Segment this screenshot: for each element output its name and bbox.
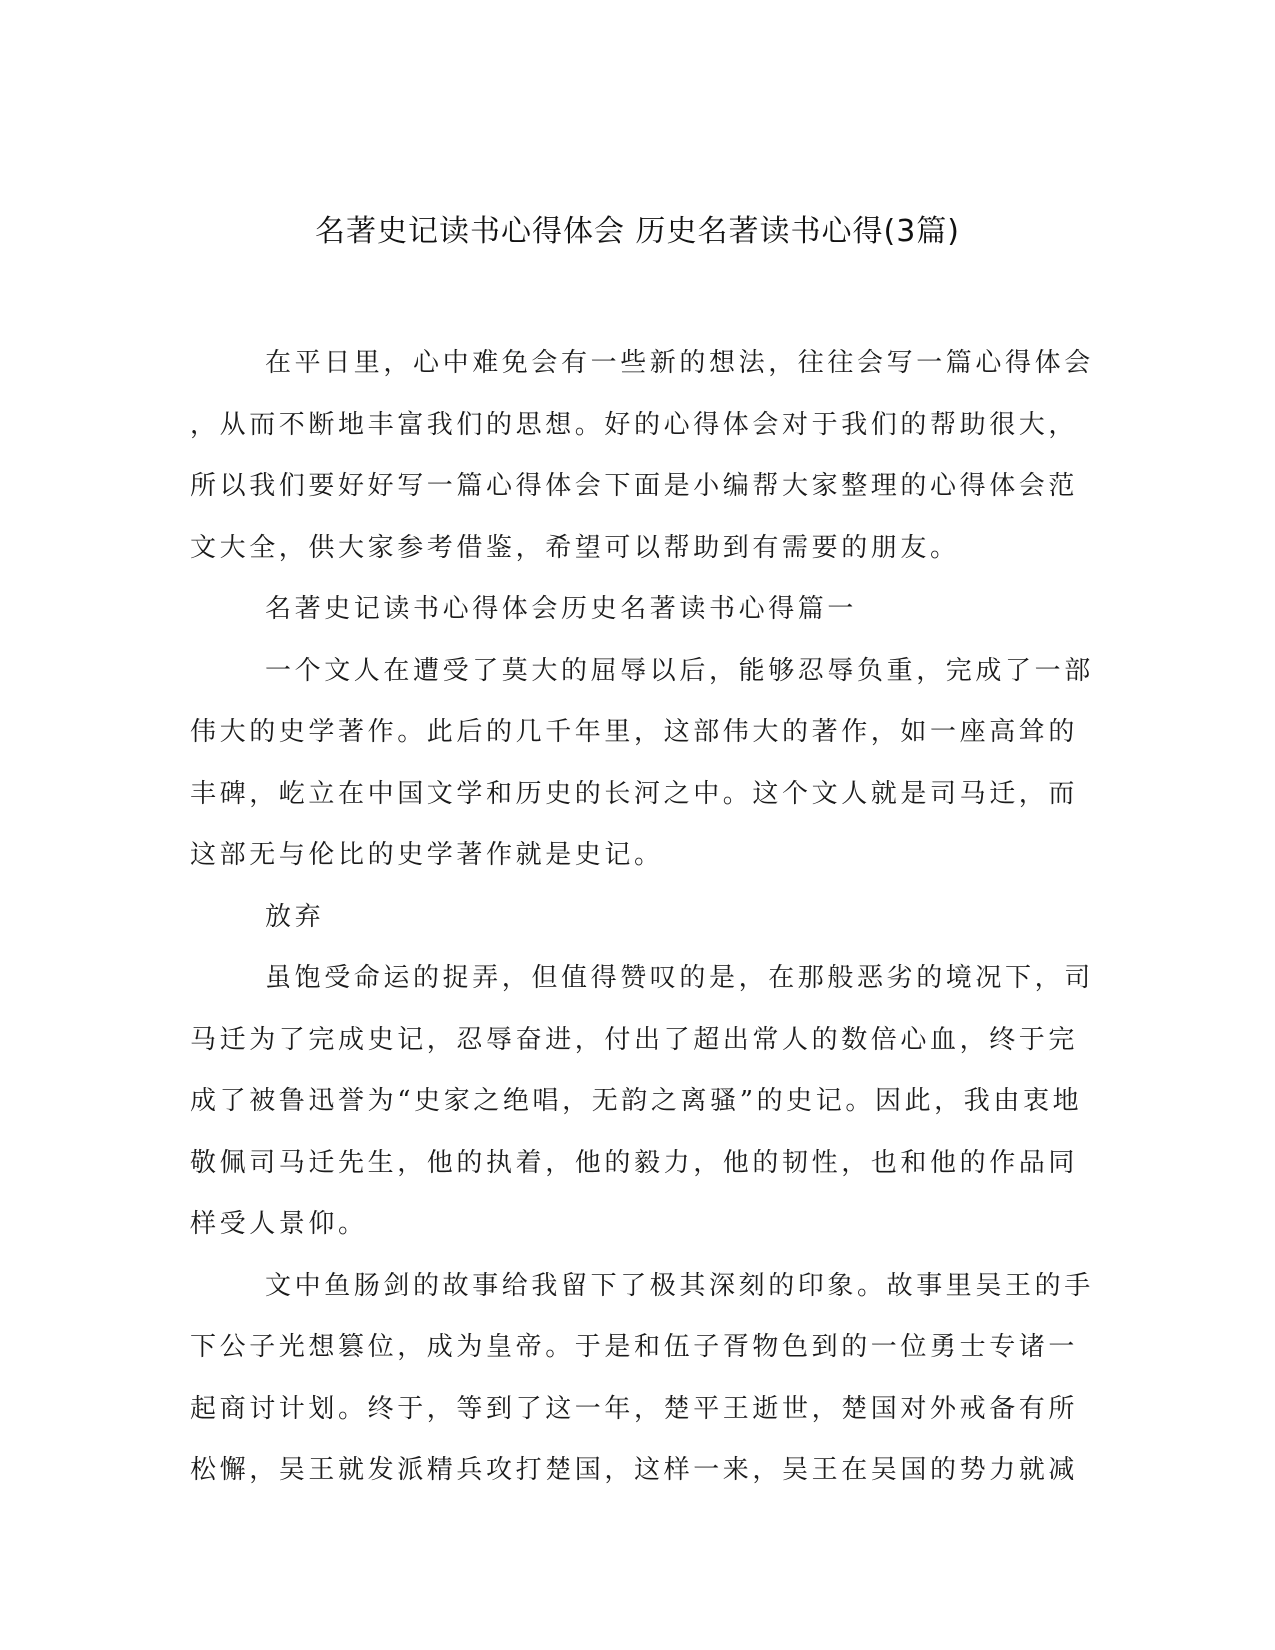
paragraph-subheading <box>190 887 1080 949</box>
text-line: 伟大的史学著作。此后的几千年里，这部伟大的著作，如一座高耸的 <box>190 717 1079 747</box>
text-line: 样受人景仰。 <box>190 1209 368 1239</box>
text-line: 下公子光想篡位，成为皇帝。于是和伍子胥物色到的一位勇士专诸一 <box>190 1332 1079 1362</box>
text-line: 一个文人在遭受了莫大的屈辱以后，能够忍辱负重，完成了一部 <box>265 655 1094 686</box>
text-line: 起商讨计划。终于，等到了这一年，楚平王逝世，楚国对外戒备有所 <box>190 1393 1079 1424</box>
text-line: 这部无与伦比的史学著作就是史记。 <box>190 840 664 870</box>
text-line: 敬佩司马迁先生，他的执着，他的毅力，他的韧性，也和他的作品同 <box>190 1147 1079 1178</box>
text-line: 文大全，供大家参考借鉴，希望可以帮助到有需要的朋友。 <box>190 532 960 563</box>
paragraph-intro <box>190 333 1094 579</box>
document-body <box>190 333 1094 1502</box>
text-line: 名著史记读书心得体会历史名著读书心得篇一 <box>265 594 858 624</box>
text-line: 在平日里，心中难免会有一些新的想法，往往会写一篇心得体会 <box>265 348 1094 378</box>
paragraph-fish-sword <box>190 1256 1094 1502</box>
document-title: 名著史记读书心得体会 历史名著读书心得(3篇) <box>314 214 961 249</box>
text-line: 文中鱼肠剑的故事给我留下了极其深刻的印象。故事里吴王的手 <box>265 1270 1094 1301</box>
text-line: 马迁为了完成史记，忍辱奋进，付出了超出常人的数倍心血，终于完 <box>190 1024 1079 1055</box>
text-line: 松懈，吴王就发派精兵攻打楚国，这样一来，吴王在吴国的势力就减 <box>190 1455 1079 1485</box>
text-line: ，从而不断地丰富我们的思想。好的心得体会对于我们的帮助很大， <box>190 409 1079 440</box>
paragraph-sima-qian <box>190 641 1094 887</box>
text-line: 成了被鲁迅誉为“史家之绝唱，无韵之离骚”的史记。因此，我由衷地 <box>190 1086 1083 1116</box>
text-line: 虽饱受命运的捉弄，但值得赞叹的是，在那般恶劣的境况下，司 <box>265 963 1094 993</box>
paragraph-fate <box>190 948 1094 1256</box>
text-line: 所以我们要好好写一篇心得体会下面是小编帮大家整理的心得体会范 <box>190 471 1079 501</box>
section-heading <box>190 579 1080 641</box>
text-line: 丰碑，屹立在中国文学和历史的长河之中。这个文人就是司马迁，而 <box>190 778 1079 809</box>
text-line: 放弃 <box>265 901 325 932</box>
